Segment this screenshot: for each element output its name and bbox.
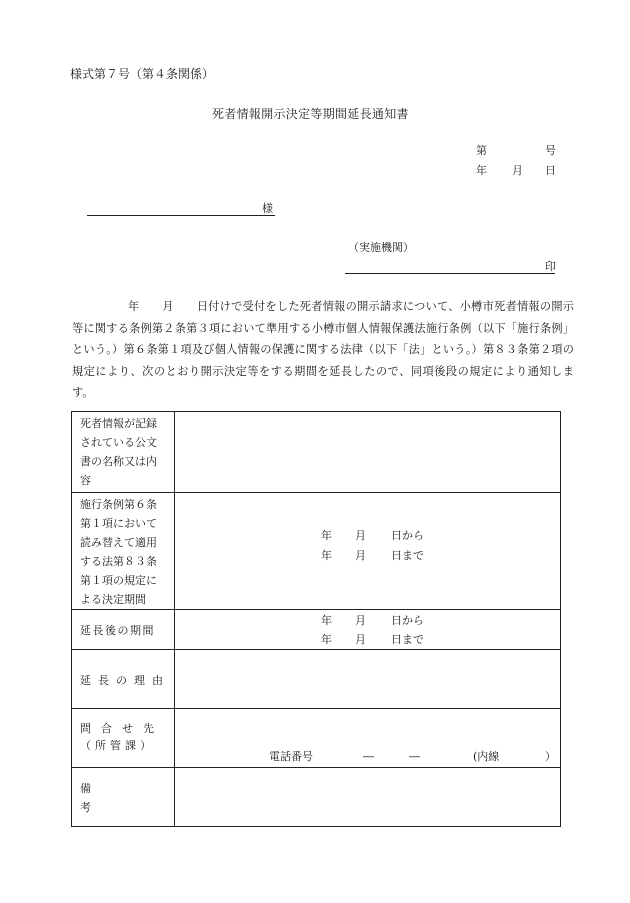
extended-from-month: 月 — [355, 614, 366, 627]
label-remarks-text: 備考 — [80, 782, 149, 814]
date-day: 日 — [545, 164, 556, 177]
label-contact-line2: （所管課） — [80, 739, 155, 752]
value-extended-period — [175, 610, 561, 650]
phone-dash-1: ― — [363, 750, 374, 763]
label-decision-period-text: 施行条例第６条第１項において読み替えて適用する法第８３条第１項の規定による決定期間 — [80, 498, 157, 606]
value-document-name — [175, 412, 561, 493]
label-contact — [72, 709, 175, 768]
decision-from-day: 日から — [391, 529, 424, 542]
information-table — [71, 411, 561, 827]
label-document-name — [72, 412, 175, 493]
label-decision-period — [72, 493, 175, 610]
extension-open: (内線 — [473, 750, 500, 763]
extension-close: ） — [545, 750, 556, 763]
doc-number-go: 号 — [545, 144, 556, 157]
agency-underline — [345, 273, 555, 274]
date-month: 月 — [512, 164, 523, 177]
document-title: 死者情報開示決定等期間延長通知書 — [212, 107, 409, 121]
label-remarks — [72, 768, 175, 827]
form-number: 様式第７号（第４条関係） — [70, 67, 215, 81]
addressee-sama: 様 — [262, 202, 273, 215]
label-contact-line1: 問合せ先 — [80, 722, 164, 735]
value-contact — [175, 709, 561, 768]
date-year: 年 — [476, 164, 487, 177]
agency-label: （実施機関） — [348, 241, 414, 254]
decision-to-year: 年 — [321, 549, 332, 562]
phone-label: 電話番号 — [269, 750, 313, 763]
extended-from-day: 日から — [391, 614, 424, 627]
seal-mark: 印 — [545, 260, 556, 273]
extended-from-year: 年 — [321, 614, 332, 627]
decision-from-month: 月 — [355, 529, 366, 542]
decision-to-month: 月 — [355, 549, 366, 562]
body-text-content: 年 月 日付けで受付をした死者情報の開示請求について、小樽市死者情報の開示等に関する条例第２条第３項において準用する小樽市個人情報保護法施行条例（以下「施行条例」という。）第６条第１項及び個人情報の保護に関する法律（以下「法」という。）第８３条第２項の規定により、次のとおり開示決定等をする期間を延長したので、同項後段の規定により通知します。 — [72, 300, 574, 400]
extended-to-year: 年 — [321, 633, 332, 646]
value-extension-reason — [175, 650, 561, 709]
decision-to-day: 日まで — [391, 549, 424, 562]
label-extension-reason-text: 延長の理由 — [80, 673, 170, 687]
value-remarks — [175, 768, 561, 827]
decision-from-year: 年 — [321, 529, 332, 542]
phone-dash-2: ― — [409, 750, 420, 763]
label-extended-period — [72, 610, 175, 650]
addressee-underline — [87, 215, 275, 216]
extended-to-day: 日まで — [391, 633, 424, 646]
label-extension-reason — [72, 650, 175, 709]
value-decision-period — [175, 493, 561, 610]
doc-number-dai: 第 — [476, 144, 487, 157]
label-document-name-text: 死者情報が記録されている公文書の名称又は内容 — [80, 417, 157, 487]
extended-to-month: 月 — [355, 633, 366, 646]
body-text — [72, 296, 574, 404]
label-extended-period-text: 延長後の期間 — [80, 624, 155, 637]
